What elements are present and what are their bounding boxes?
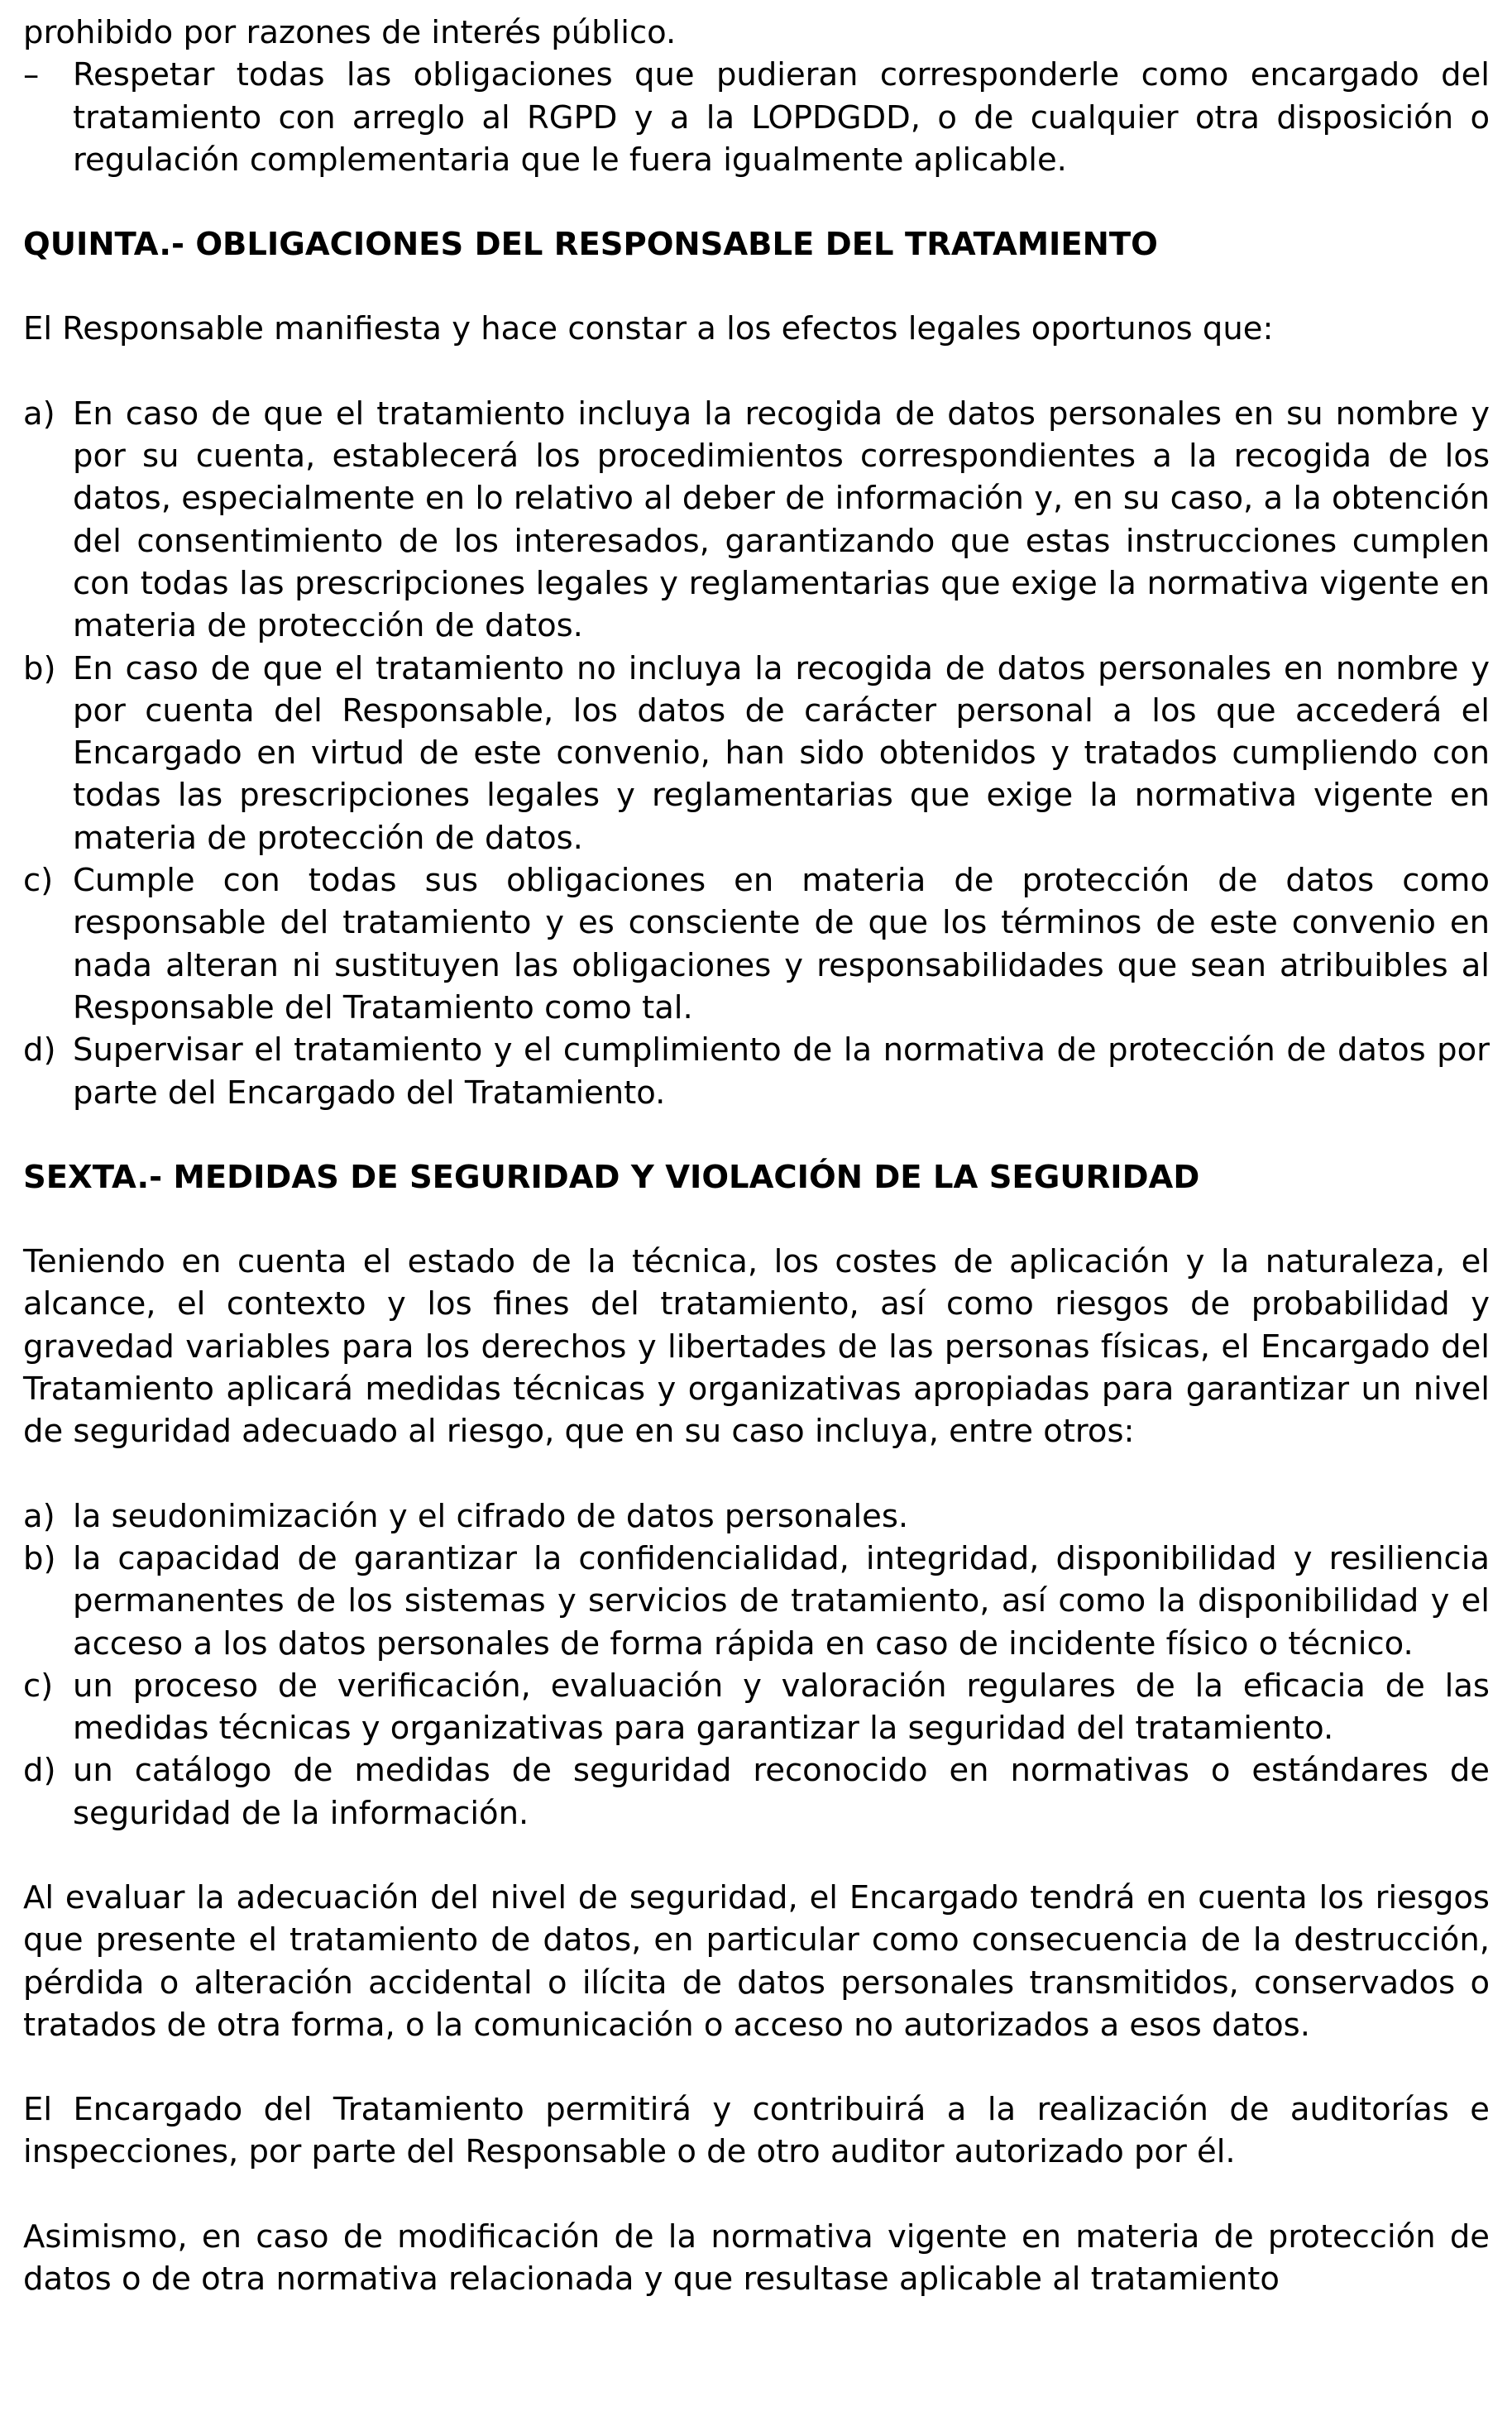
list-item-text: un proceso de verificación, evaluación y valoración regulares de la eficacia de las medidas técnicas y organizativas para garantizar la seguridad del tratamiento. [73,1667,1490,1748]
document-page [23,12,1490,2300]
quinta-item-c [23,859,1490,1029]
paragraph-auditorias: El Encargado del Tratamiento permitirá y contribuirá a la realización de auditorías e inspecciones, por parte del Responsable o de otro auditor autorizado por él. [23,2091,1490,2171]
spacer [23,2046,1490,2088]
quinta-item-b [23,648,1490,859]
sexta-intro: Teniendo en cuenta el estado de la técnica, los costes de aplicación y la naturaleza, el alcance, el contexto y los fines del tratamiento, así como riesgos de probabilidad y gravedad variables para los derechos y libertades de las personas físicas, el Encargado del Tratamiento aplicará medidas técnicas y organizativas apropiadas para garantizar un nivel de seguridad adecuado al riesgo, que en su caso incluya, entre otros: [23,1243,1490,1451]
list-marker: a) [23,395,55,433]
dash-bullet: – [23,56,40,94]
dash-list-item [23,54,1490,181]
paragraph-asimismo: Asimismo, en caso de modificación de la normativa vigente en materia de protección de datos o de otra normativa relacionada y que resultase aplicable al tratamiento [23,2217,1490,2299]
paragraph-evaluar: Al evaluar la adecuación del nivel de seguridad, el Encargado tendrá en cuenta los riesgos que presente el tratamiento de datos, en particular como consecuencia de la destrucción, pérdida o alteración accidental o ilícita de datos personales transmitidos, conservados o tratados de otra forma, o la comunicación o acceso no autorizados a esos datos. [23,1878,1490,2044]
section-heading-sexta: SEXTA.- MEDIDAS DE SEGURIDAD Y VIOLACIÓN DE LA SEGURIDAD [23,1158,1200,1196]
list-item-text: Cumple con todas sus obligaciones en materia de protección de datos como responsable del tratamiento y es consciente de que los términos de este convenio en nada alteran ni sustituyen las obligaciones y responsabilidades que sean atribuibles al Responsable del Tratamiento como tal. [73,862,1490,1026]
list-marker: d) [23,1031,56,1069]
list-marker: a) [23,1497,55,1535]
spacer [23,1198,1490,1241]
dash-item-text: Respetar todas las obligaciones que pudieran corresponderle como encargado del tratamiento con arreglo al RGPD y a la LOPDGDD, o de cualquier otra disposición o regulación complementaria que le fuera igualmente aplicable. [73,56,1490,179]
list-item-text: la seudonimización y el cifrado de datos personales. [73,1497,909,1535]
spacer [23,1453,1490,1495]
sexta-item-d [23,1749,1490,1835]
list-marker: b) [23,649,56,687]
spacer [23,1114,1490,1156]
section-heading-quinta: QUINTA.- OBLIGACIONES DEL RESPONSABLE DEL TRATAMIENTO [23,226,1158,264]
quinta-item-d [23,1029,1490,1114]
list-marker: c) [23,862,54,900]
list-item-text: En caso de que el tratamiento incluya la recogida de datos personales en su nombre y por su cuenta, establecerá los procedimientos correspondientes a la recogida de los datos, especialmente en lo relativo al deber de información y, en su caso, a la obtención del consentimiento de los interesados, garantizando que estas instrucciones cumplen con todas las prescripciones legales y reglamentarias que exige la normativa vigente en materia de protección de datos. [73,395,1490,645]
sexta-item-a [23,1495,1490,1538]
spacer [23,181,1490,223]
spacer [23,351,1490,393]
spacer [23,2174,1490,2216]
list-marker: b) [23,1539,56,1577]
quinta-item-a [23,393,1490,648]
list-item-text: Supervisar el tratamiento y el cumplimiento de la normativa de protección de datos por parte del Encargado del Tratamiento. [73,1031,1490,1112]
spacer [23,1835,1490,1877]
sexta-item-b [23,1538,1490,1665]
spacer [23,266,1490,308]
list-marker: c) [23,1667,54,1705]
list-item-text: un catálogo de medidas de seguridad reconocido en normativas o estándares de seguridad de la información. [73,1752,1490,1832]
list-item-text: la capacidad de garantizar la confidencialidad, integridad, disponibilidad y resiliencia permanentes de los sistemas y servicios de tratamiento, así como la disponibilidad y el acceso a los datos personales de forma rápida en caso de incidente físico o técnico. [73,1539,1490,1662]
top-fragment: prohibido por razones de interés público. [23,14,677,51]
sexta-item-c [23,1665,1490,1750]
list-item-text: En caso de que el tratamiento no incluya la recogida de datos personales en nombre y por cuenta del Responsable, los datos de carácter personal a los que accederá el Encargado en virtud de este convenio, han sido obtenidos y tratados cumpliendo con todas las prescripciones legales y reglamentarias que exige la normativa vigente en materia de protección de datos. [73,649,1490,857]
list-marker: d) [23,1752,56,1790]
quinta-intro: El Responsable manifiesta y hace constar a los efectos legales oportunos que: [23,310,1274,348]
